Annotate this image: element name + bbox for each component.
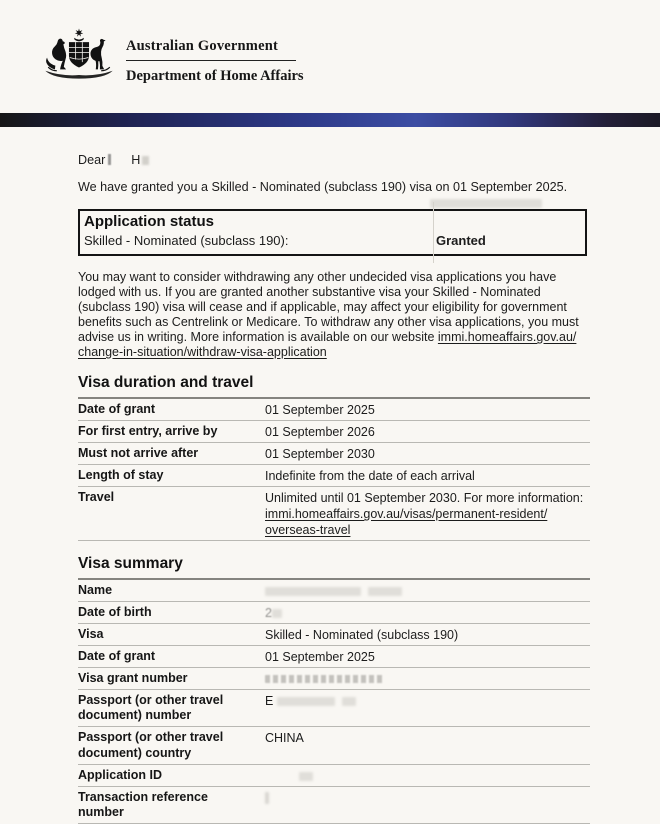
row-value: Skilled - Nominated (subclass 190) [265,626,590,644]
withdraw-text: You may want to consider withdrawing any other undecided visa applications you have lodged with us. If you are granted another substantive visa your Skilled - Nominated (subclass 190) visa will cease and if applicable, may affect your eligibility for government benefits such as Centrelink or Medicare. To withdraw any other visa applications, you must advise us in writing. More information is available on our website [78,270,579,344]
application-status-box [78,209,587,256]
letterhead-titles [126,38,304,85]
row-value [265,670,590,688]
row-value [265,767,590,785]
travel-text: Unlimited until 01 September 2030. For more information: [265,491,583,505]
row-label: Application ID [78,767,265,785]
redacted-value [299,772,313,781]
table-row [78,465,590,487]
row-value: Indefinite from the date of each arrival [265,467,590,485]
table-row [78,580,590,602]
visa-subclass-label: Skilled - Nominated (subclass 190): [84,233,436,248]
visa-summary-table [78,578,590,824]
link-text: change-in-situation/withdraw-visa-application [78,345,327,360]
redacted-value [142,156,149,165]
letterhead [0,0,660,113]
row-label: Transaction reference number [78,789,265,822]
row-value: 01 September 2025 [265,648,590,666]
application-status-section [78,209,587,256]
row-label: Must not arrive after [78,445,265,463]
table-row [78,727,590,765]
redacted-value [342,697,356,706]
overseas-travel-link[interactable] [265,507,547,537]
partial-value: E [265,694,273,708]
row-value [265,582,590,600]
row-value: 01 September 2025 [265,401,590,419]
row-label: Passport (or other travel document) number [78,692,265,725]
link-text: immi.homeaffairs.gov.au/visas/permanent-resident/ [265,506,547,522]
table-row [78,690,590,728]
table-row [78,443,590,465]
australian-coat-of-arms-icon [36,24,122,96]
letter-body [0,127,660,824]
status-granted-value: Granted [436,233,486,248]
redacted-value [265,675,383,683]
table-row [78,668,590,690]
row-value [265,789,590,822]
row-value [265,692,590,725]
row-value [265,604,590,622]
row-label: Date of birth [78,604,265,622]
row-label: For first entry, arrive by [78,423,265,441]
row-value [265,489,590,538]
row-value: 01 September 2030 [265,445,590,463]
link-text: overseas-travel [265,522,350,538]
row-label: Date of grant [78,648,265,666]
redacted-value [272,609,282,618]
application-status-row [84,233,579,248]
greeting-fragment: H [131,153,140,167]
greeting-line [78,153,598,167]
row-label: Visa grant number [78,670,265,688]
withdraw-paragraph [78,270,590,360]
table-row [78,399,590,421]
department-title: Department of Home Affairs [126,68,304,85]
redacted-value [430,199,542,208]
redacted-value [265,587,361,596]
visa-duration-table [78,397,590,541]
row-value: CHINA [265,729,590,762]
grant-intro-line: We have granted you a Skilled - Nominated (subclass 190) visa on 01 September 2025. [78,180,598,194]
visa-duration-heading: Visa duration and travel [78,374,598,392]
application-status-heading: Application status [84,213,579,230]
link-text: immi.homeaffairs.gov.au/ [438,330,576,345]
redacted-value [277,697,335,706]
row-label: Visa [78,626,265,644]
row-label: Length of stay [78,467,265,485]
table-row [78,487,590,541]
status-box-column-divider [433,202,434,263]
government-title: Australian Government [126,38,304,55]
row-label: Travel [78,489,265,538]
redacted-value [368,587,402,596]
redacted-value [108,154,111,165]
table-row [78,646,590,668]
title-divider [126,60,296,61]
accent-bar [0,113,660,127]
row-label: Passport (or other travel document) country [78,729,265,762]
table-row [78,602,590,624]
table-row [78,624,590,646]
redacted-value [265,792,269,804]
visa-summary-heading: Visa summary [78,555,598,573]
table-row [78,421,590,443]
row-label: Date of grant [78,401,265,419]
row-value: 01 September 2026 [265,423,590,441]
row-label: Name [78,582,265,600]
table-row [78,787,590,824]
greeting-prefix: Dear [78,153,105,167]
partial-value: 2 [265,606,272,620]
